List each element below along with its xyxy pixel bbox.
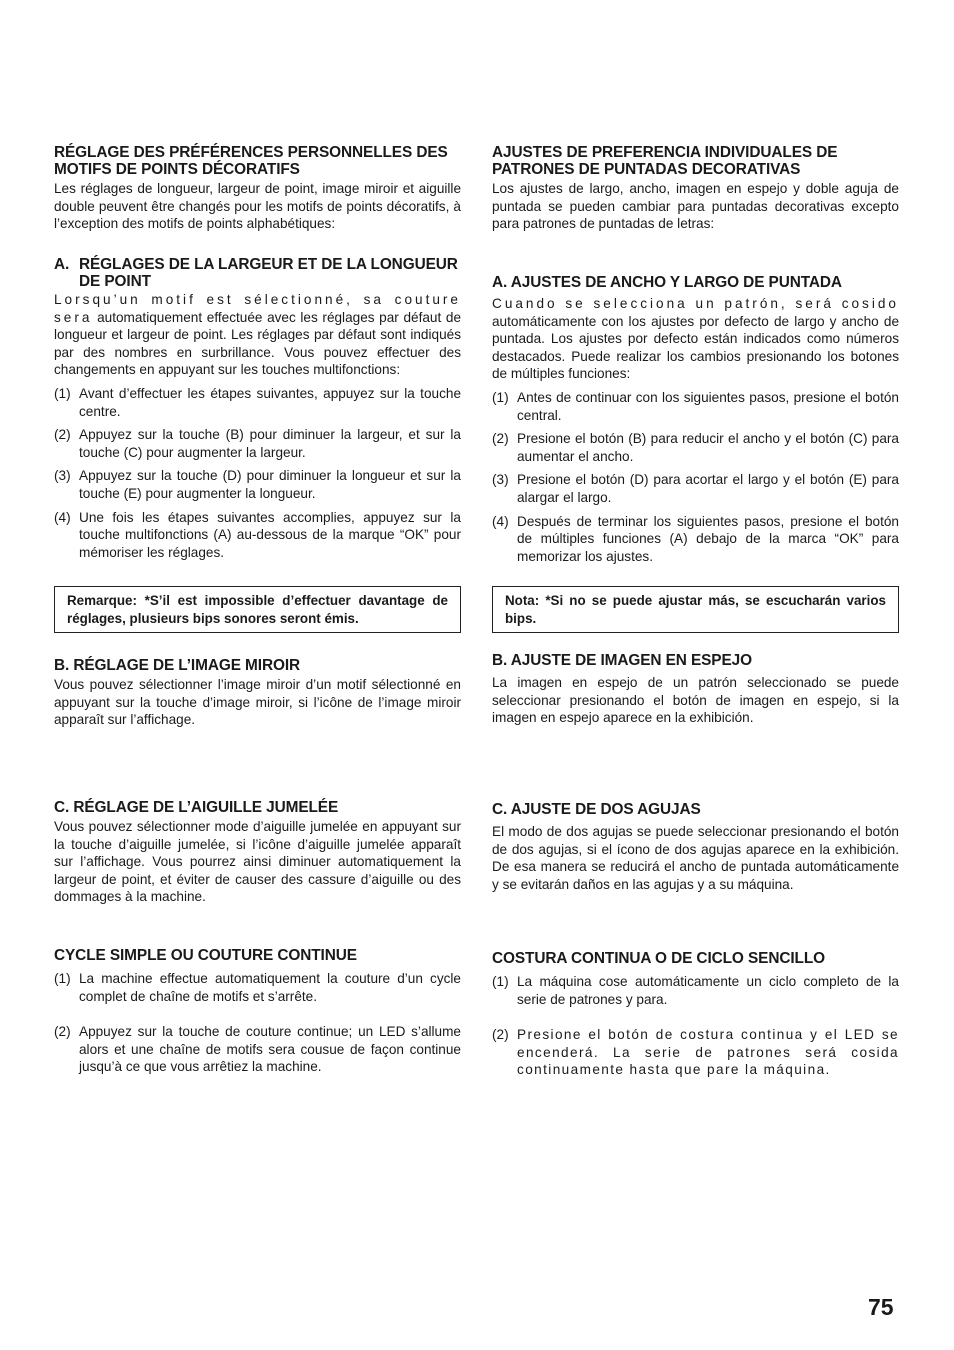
fr-section-a-title: RÉGLAGES DE LA LARGEUR ET DE LA LONGUEUR DE POINT — [79, 256, 458, 290]
es-section-a — [492, 274, 899, 571]
fr-section-a-text-first: Lorsqu’un motif est sélectionné, sa couture sera — [54, 292, 461, 325]
page-number: 75 — [868, 1294, 894, 1320]
step-text: Después de terminar los siguientes pasos, presione el botón de múltiples funciones (A) debajo de la marca “OK” para memorizar los ajustes. — [517, 513, 899, 564]
step-text: Antes de continuar con los siguientes pasos, presione el botón central. — [517, 389, 899, 423]
step-number: (2) — [54, 427, 71, 443]
es-section-b-heading: B. AJUSTE DE IMAGEN EN ESPEJO — [492, 652, 752, 669]
step-text: Appuyez sur la touche (B) pour diminuer la largeur, et sur la touche (C) pour augmenter la largeur. — [79, 427, 461, 460]
step-text: Presione el botón (D) para acortar el largo y el botón (E) para alargar el largo. — [517, 472, 899, 505]
fr-intro-heading: RÉGLAGE DES PRÉFÉRENCES PERSONNELLES DES MOTIFS DE POINTS DÉCORATIFS — [54, 144, 448, 178]
fr-section-c-text: Vous pouvez sélectionner mode d’aiguille jumelée en appuyant sur la touche d’aiguille jumelée, si l’icône d’aiguille jumelée apparaît sur l’affichage. Vous pourrez ainsi diminuer automatiquement la largeur de point, et éviter de causer des cassure d’aiguille ou des dommages à la machine. — [54, 819, 461, 905]
fr-intro-section — [54, 144, 461, 233]
es-cycle-heading: COSTURA CONTINUA O DE CICLO SENCILLO — [492, 950, 825, 967]
step-number: (2) — [54, 1024, 71, 1040]
step-text: Une fois les étapes suivantes accomplies, appuyez sur la touche multifonctions (A) au-dessous de la marque “OK” pour mémoriser les réglages. — [79, 509, 461, 560]
list-item — [492, 1026, 899, 1079]
step-number: (3) — [54, 468, 71, 484]
list-item — [54, 385, 461, 420]
list-item — [492, 430, 899, 465]
fr-section-a-text — [54, 291, 461, 379]
fr-width-length-steps — [54, 385, 461, 561]
fr-section-a-text-rest: automatiquement effectuée avec les réglages par défaut de longueur et largeur de point. Les réglages par défaut sont indiqués par des nombres en surbrillance. Vous pouvez effectuer des changements en appuyant sur les touches multifonctions: — [54, 309, 461, 378]
fr-section-c — [54, 799, 461, 906]
es-note-section — [492, 586, 899, 633]
fr-section-a-heading — [54, 256, 461, 290]
step-number: (1) — [492, 389, 509, 405]
es-section-a-text-rest: automáticamente con los ajustes por defecto de largo y ancho de puntada. Los ajustes por defecto están indicados como números destacados. Puede realizar los cambios presionando los botones de múltiples funciones: — [492, 313, 899, 382]
step-text: Avant d’effectuer les étapes suivantes, appuyez sur la touche centre. — [79, 385, 461, 419]
step-number: (2) — [492, 1027, 509, 1043]
step-text: Presione el botón de costura continua y el LED se encenderá. La serie de patrones será cosida continuamente hasta que pare la máquina. — [517, 1027, 899, 1078]
es-intro-heading: AJUSTES DE PREFERENCIA INDIVIDUALES DE PATRONES DE PUNTADAS DECORATIVAS — [492, 144, 838, 178]
step-number: (3) — [492, 472, 509, 488]
step-text: La máquina cose automáticamente un ciclo completo de la serie de patrones y para. — [517, 974, 899, 1007]
step-number: (1) — [54, 971, 71, 986]
list-item — [492, 973, 899, 1008]
es-section-c — [492, 801, 899, 893]
list-item — [492, 513, 899, 566]
list-item — [492, 471, 899, 506]
es-section-a-text — [492, 295, 899, 383]
fr-intro-text: Les réglages de longueur, largeur de point, image miroir et aiguille double peuvent être changés pour les motifs de points décoratifs, à l’exception des motifs de points alphabétiques: — [54, 181, 461, 232]
fr-section-a — [54, 256, 461, 567]
list-item — [54, 1023, 461, 1076]
es-intro-section — [492, 144, 899, 233]
step-text: Appuyez sur la touche de couture continue; un LED s’allume alors et une chaîne de motifs sera cousue de façon continue jusqu’à ce que vous arrêtiez la machine. — [79, 1024, 461, 1075]
es-section-c-text: El modo de dos agujas se puede seleccionar presionando el botón de dos agujas, si el ícono de dos agujas aparece en la exhibición. De esa manera se reducirá el ancho de puntada automáticamente y se evitarán daños en las agujas y a su máquina. — [492, 824, 899, 892]
list-item — [54, 970, 461, 1005]
fr-section-a-label: A. — [54, 256, 70, 273]
step-number: (1) — [54, 385, 71, 401]
fr-section-b-text: Vous pouvez sélectionner l’image miroir d’un motif sélectionné en appuyant sur la touche d’image miroir, si l’icône de l’image miroir apparaît sur l’affichage. — [54, 677, 461, 728]
fr-section-b — [54, 657, 461, 729]
fr-section-b-heading: B. RÉGLAGE DE L’IMAGE MIROIR — [54, 657, 301, 674]
step-number: (4) — [492, 513, 509, 529]
fr-cycle-steps — [54, 970, 461, 1076]
list-item — [54, 509, 461, 562]
es-width-length-steps — [492, 389, 899, 565]
fr-cycle-section — [54, 947, 461, 1082]
es-section-b — [492, 652, 899, 727]
fr-note-section — [54, 586, 461, 633]
fr-remark-box: Remarque: *S’il est impossible d’effectuer davantage de réglages, plusieurs bips sonores seront émis. — [54, 586, 461, 633]
es-section-a-text-first: Cuando se selecciona un patrón, será cosido — [492, 296, 899, 311]
es-section-a-heading: A. AJUSTES DE ANCHO Y LARGO DE PUNTADA — [492, 274, 842, 291]
fr-cycle-heading: CYCLE SIMPLE OU COUTURE CONTINUE — [54, 947, 357, 964]
list-item — [54, 426, 461, 461]
list-item — [54, 467, 461, 502]
es-intro-text: Los ajustes de largo, ancho, imagen en espejo y doble aguja de puntada se pueden cambiar para puntadas decorativas excepto para patrones de puntadas de letras: — [492, 181, 899, 232]
es-section-c-heading: C. AJUSTE DE DOS AGUJAS — [492, 801, 701, 818]
step-number: (2) — [492, 431, 509, 447]
es-section-b-text: La imagen en espejo de un patrón seleccionado se puede seleccionar presionando el botón de imagen en espejo, si la imagen en espejo aparece en la exhibición. — [492, 675, 899, 726]
es-note-box: Nota: *Si no se puede ajustar más, se escucharán varios bips. — [492, 586, 899, 633]
step-number: (1) — [492, 974, 509, 989]
es-cycle-steps — [492, 973, 899, 1079]
step-text: Appuyez sur la touche (D) pour diminuer la longueur et sur la touche (E) pour augmenter la longueur. — [79, 468, 461, 501]
fr-section-c-heading: C. RÉGLAGE DE L’AIGUILLE JUMELÉE — [54, 799, 339, 816]
es-cycle-section — [492, 950, 899, 1085]
step-text: La machine effectue automatiquement la couture d’un cycle complet de chaîne de motifs et s’arrête. — [79, 971, 461, 1004]
step-number: (4) — [54, 509, 71, 525]
list-item — [492, 389, 899, 424]
step-text: Presione el botón (B) para reducir el ancho y el botón (C) para aumentar el ancho. — [517, 431, 899, 464]
